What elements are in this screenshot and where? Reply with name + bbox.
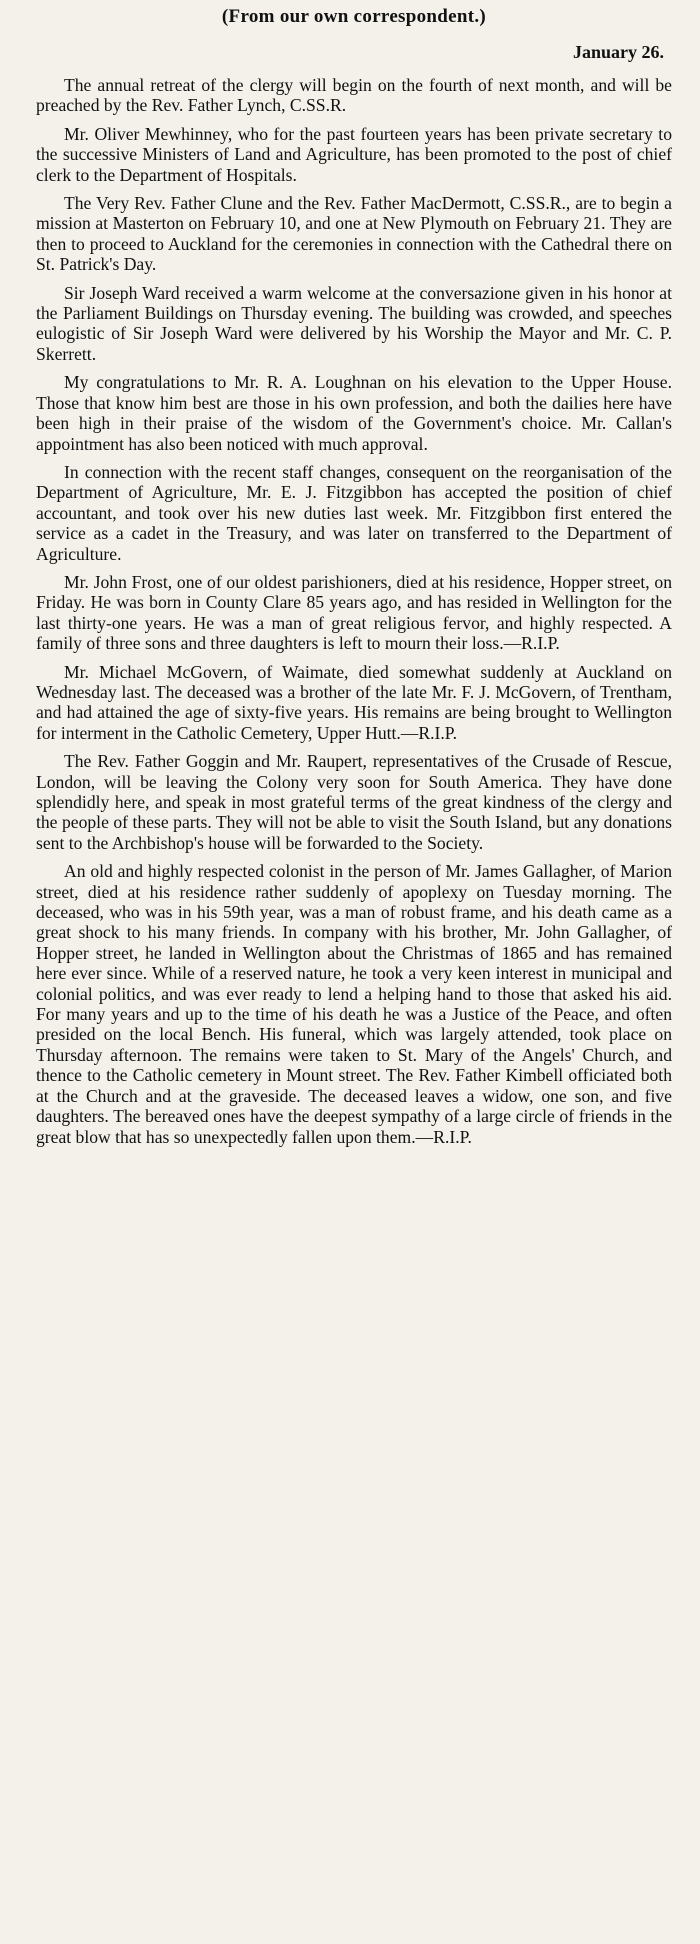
paragraph-frost-obituary: Mr. John Frost, one of our oldest parishioners, died at his residence, Hopper street, on Friday. He was born in County Clare 85 years ago, and has resided in Wellington for the last thirty-one years. He was a man of great religious fervor, and highly respected. A family of three sons and three daughters is left to mourn their loss.—R.I.P. <box>36 571 672 654</box>
news-column <box>36 6 672 1155</box>
paragraph-staff-changes: In connection with the recent staff changes, consequent on the reorganisation of the Department of Agriculture, Mr. E. J. Fitzgibbon has accepted the position of chief accountant, and took over his new duties last week. Mr. Fitzgibbon first entered the service as a cadet in the Treasury, and was later on transferred to the Department of Agriculture. <box>36 461 672 564</box>
paragraph-gallagher-obituary: An old and highly respected colonist in the person of Mr. James Gallagher, of Marion street, died at his residence rather suddenly of apoplexy on Tuesday morning. The deceased, who was in his 59th year, was a man of robust frame, and his death came as a great shock to his many friends. In company with his brother, Mr. John Gallagher, of Hopper street, he landed in Wellington about the Christmas of 1865 and has remained here ever since. While of a reserved nature, he took a very keen interest in municipal and colonial politics, and was ever ready to lend a helping hand to those that asked his aid. For many years and up to the time of his death he was a Justice of the Peace, and often presided on the local Bench. His funeral, which was largely attended, took place on Thursday afternoon. The remains were taken to St. Mary of the Angels' Church, and thence to the Catholic cemetery in Mount street. The Rev. Father Kimbell officiated both at the Church and at the graveside. The deceased leaves a widow, one son, and five daughters. The bereaved ones have the deepest sympathy of a large circle of friends in the great blow that has so unexpectedly fallen upon them.—R.I.P. <box>36 861 672 1147</box>
paragraph-crusade-of-rescue: The Rev. Father Goggin and Mr. Raupert, representatives of the Crusade of Rescue, London, will be leaving the Colony very soon for South America. They have done splendidly here, and speak in most grateful terms of the great kindness of the clergy and the people of these parts. They will not be able to visit the South Island, but any donations sent to the Archbishop's house will be forwarded to the Society. <box>36 751 672 853</box>
paragraph-mission: The Very Rev. Father Clune and the Rev. Father MacDermott, C.SS.R., are to begin a mission at Masterton on February 10, and one at New Plymouth on February 21. They are then to proceed to Auckland for the ceremonies in connection with the Cathedral there on St. Patrick's Day. <box>36 193 672 275</box>
paragraph-mewhinney: Mr. Oliver Mewhinney, who for the past fourteen years has been private secretary to the successive Ministers of Land and Agriculture, has been promoted to the post of chief clerk to the Department of Hospitals. <box>36 123 672 185</box>
paragraph-loughnan: My congratulations to Mr. R. A. Loughnan on his elevation to the Upper House. Those that know him best are those in his own profession, and both the dailies here have been high in their praise of the wisdom of the Government's choice. Mr. Callan's appointment has also been noticed with much approval. <box>36 372 672 454</box>
paragraph-retreat: The annual retreat of the clergy will begin on the fourth of next month, and will be preached by the Rev. Father Lynch, C.SS.R. <box>36 75 672 116</box>
paragraph-mcgovern-obituary: Mr. Michael McGovern, of Waimate, died somewhat suddenly at Auckland on Wednesday last. The deceased was a brother of the late Mr. F. J. McGovern, of Trentham, and had attained the age of sixty-five years. His remains are being brought to Wellington for interment in the Catholic Cemetery, Upper Hutt.—R.I.P. <box>36 661 672 743</box>
dateline: January 26. <box>572 42 664 62</box>
correspondent-header: (From our own correspondent.) <box>221 6 487 27</box>
paragraph-ward-welcome: Sir Joseph Ward received a warm welcome at the conversazione given in his honor at the Parliament Buildings on Thursday evening. The building was crowded, and speeches eulogistic of Sir Joseph Ward were delivered by his Worship the Mayor and Mr. C. P. Skerrett. <box>36 282 672 364</box>
